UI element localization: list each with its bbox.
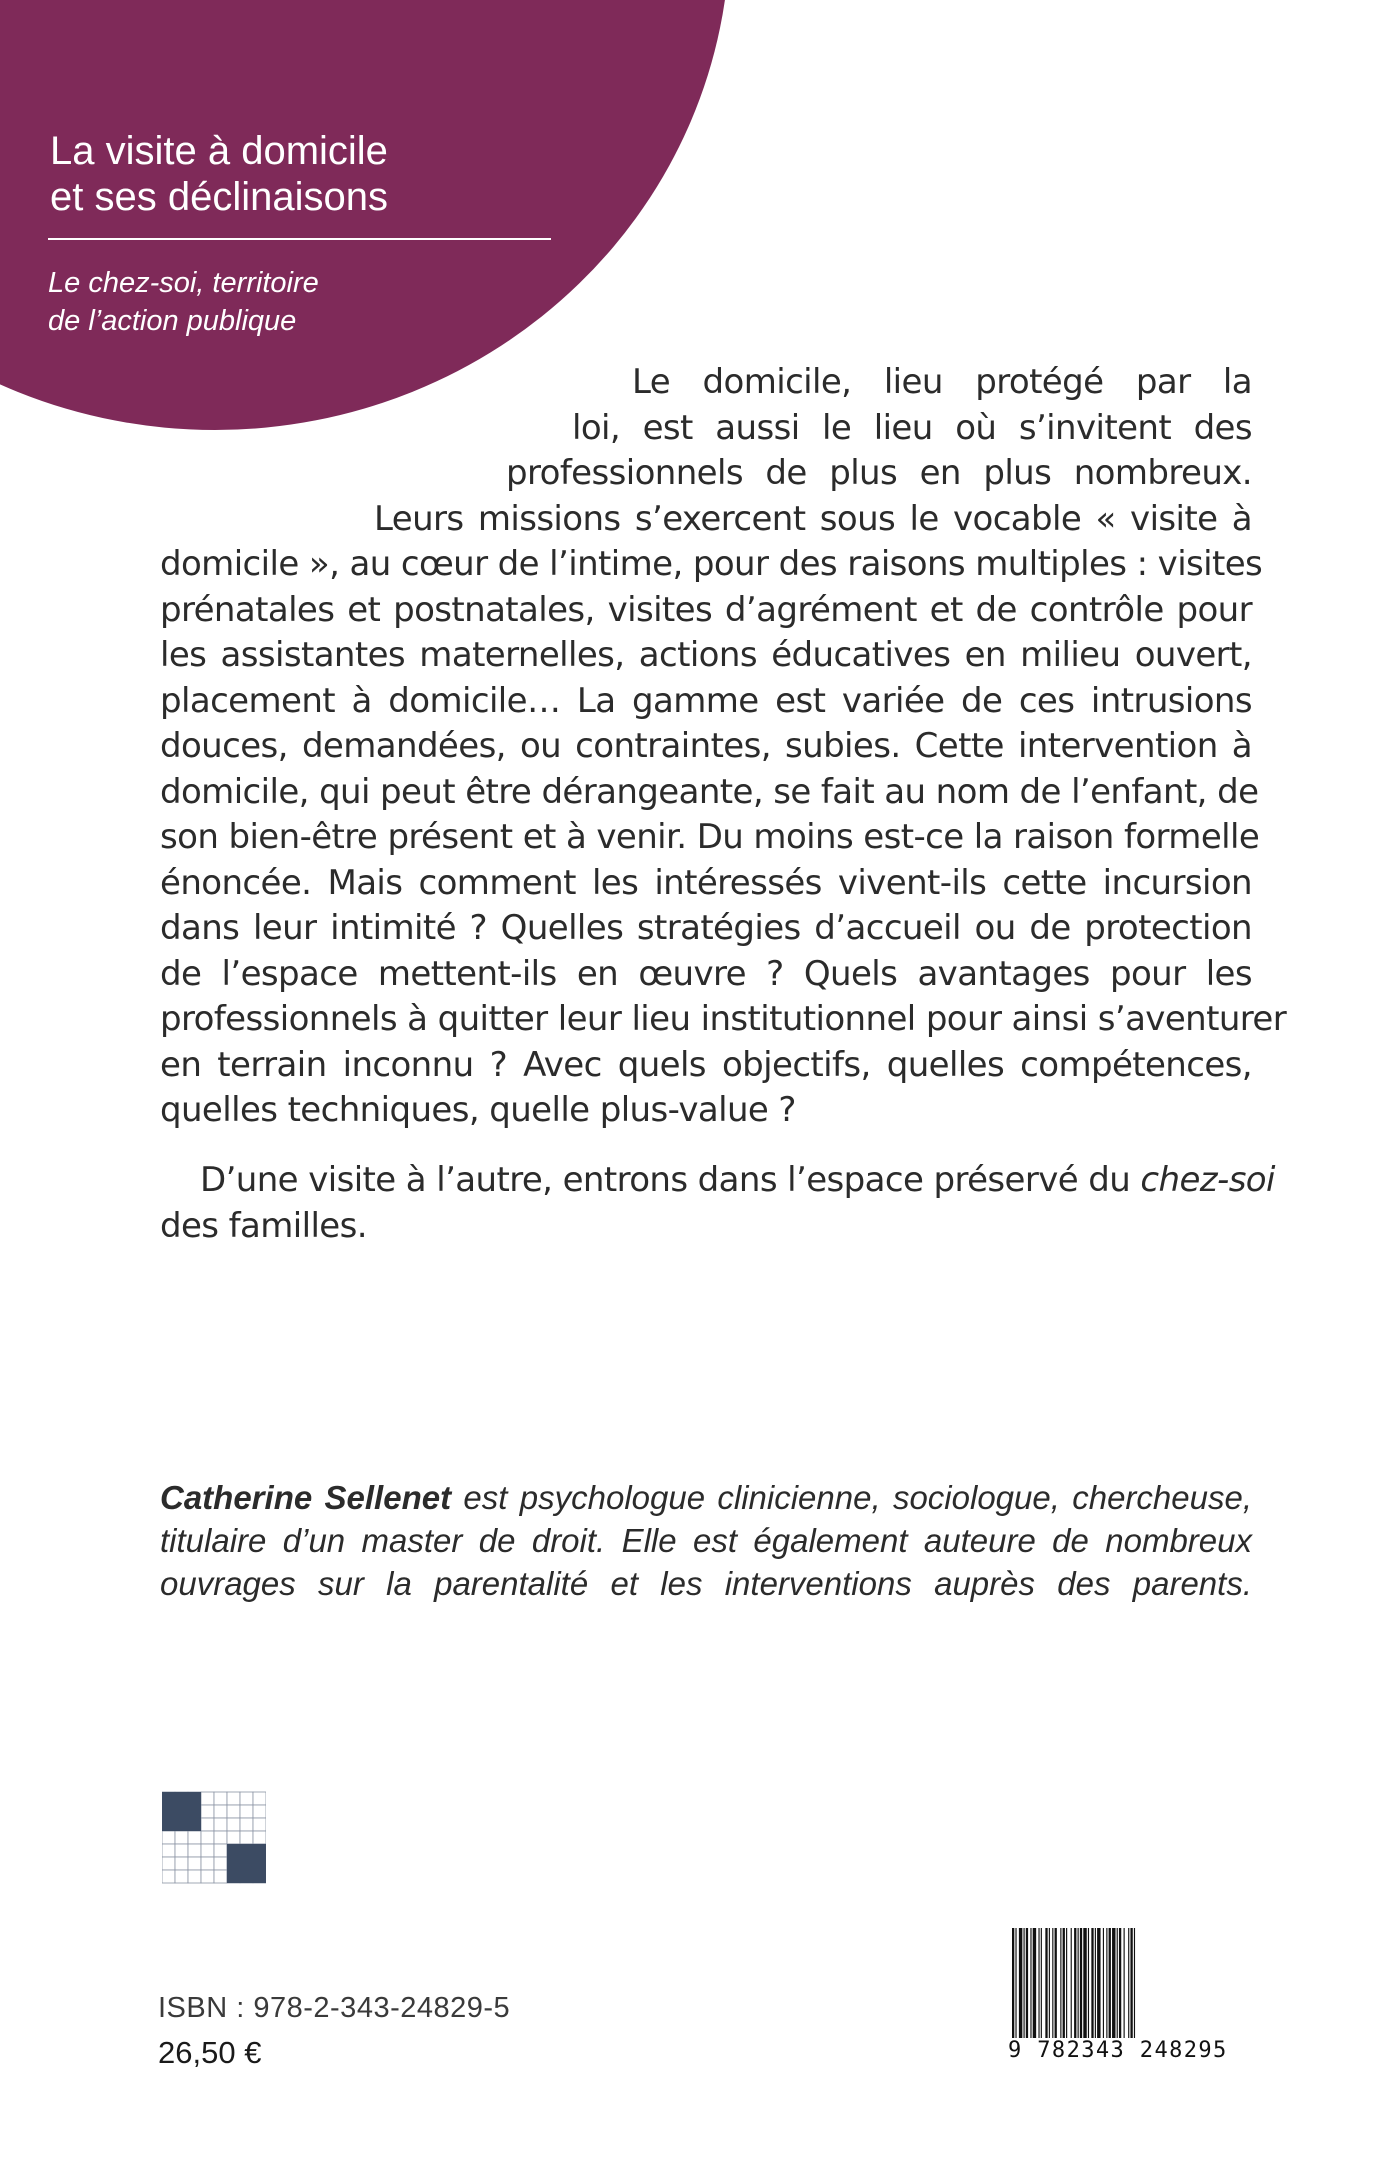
subtitle-line-1: Le chez-soi, territoire: [48, 267, 319, 299]
isbn-label: ISBN : 978-2-343-24829-5: [158, 1992, 511, 2024]
summary-line: les assistantes maternelles, actions éducatives en milieu ouvert,: [160, 635, 1252, 675]
summary-line: loi, est aussi le lieu où s’invitent des: [572, 407, 1252, 448]
summary-line: prénatales et postnatales, visites d’agrément et de contrôle pour: [160, 589, 1252, 630]
summary-line: dans leur intimité ? Quelles stratégies d’accueil ou de protection: [160, 908, 1252, 948]
author-line: [160, 1476, 1252, 1519]
author-bio: [160, 1476, 1252, 1605]
summary-line: son bien-être présent et à venir. Du moins est-ce la raison formelle: [160, 817, 1260, 857]
summary-line: douces, demandées, ou contraintes, subies. Cette intervention à: [160, 726, 1252, 766]
title-divider: [48, 238, 551, 240]
summary-line: Leurs missions s’exercent sous le vocable « visite à: [374, 498, 1252, 539]
summary-line: énoncée. Mais comment les intéressés vivent-ils cette incursion: [160, 862, 1252, 903]
summary-line: professionnels à quitter leur lieu institutionnel pour ainsi s’aventurer: [160, 999, 1287, 1039]
summary-line: en terrain inconnu ? Avec quels objectifs, quelles compétences,: [160, 1044, 1252, 1085]
summary-line: des familles.: [160, 1205, 367, 1246]
author-line: titulaire d’un master de droit. Elle est également auteure de nombreux: [160, 1522, 1252, 1559]
book-subtitle: [48, 264, 468, 340]
summary-line: [200, 1158, 1275, 1204]
summary-paragraph-1: [160, 360, 1287, 1134]
subtitle-line-2: de l’action publique: [48, 305, 297, 337]
summary-line: professionnels de plus en plus nombreux.: [506, 453, 1252, 493]
summary-line: Le domicile, lieu protégé par la: [632, 362, 1252, 402]
title-line-1: La visite à domicile: [50, 129, 388, 173]
title-line-2: et ses déclinaisons: [50, 175, 388, 219]
summary-line: placement à domicile… La gamme est variée de ces intrusions: [160, 680, 1252, 721]
summary-paragraph-2: [160, 1158, 1275, 1249]
author-line: ouvrages sur la parentalité et les interventions auprès des parents.: [160, 1565, 1252, 1602]
price-label: 26,50 €: [158, 2035, 262, 2070]
barcode-digits: 9 782343 248295: [1008, 2038, 1258, 2063]
emphasis-text: chez-soi: [1140, 1160, 1275, 1200]
summary-line: de l’espace mettent-ils en œuvre ? Quels avantages pour les: [160, 953, 1252, 994]
summary-line: quelles techniques, quelle plus-value ?: [160, 1090, 796, 1130]
summary-text: D’une visite à l’autre, entrons dans l’espace préservé du: [200, 1160, 1141, 1200]
grid-logo-icon: [162, 1790, 266, 1886]
summary-line: domicile, qui peut être dérangeante, se fait au nom de l’enfant, de: [160, 771, 1259, 812]
book-title: [50, 128, 550, 220]
author-bio-text: est psychologue clinicienne, sociologue, chercheuse,: [451, 1479, 1253, 1516]
summary-line: domicile », au cœur de l’intime, pour des raisons multiples : visites: [160, 544, 1263, 584]
author-name: Catherine Sellenet: [160, 1479, 452, 1516]
